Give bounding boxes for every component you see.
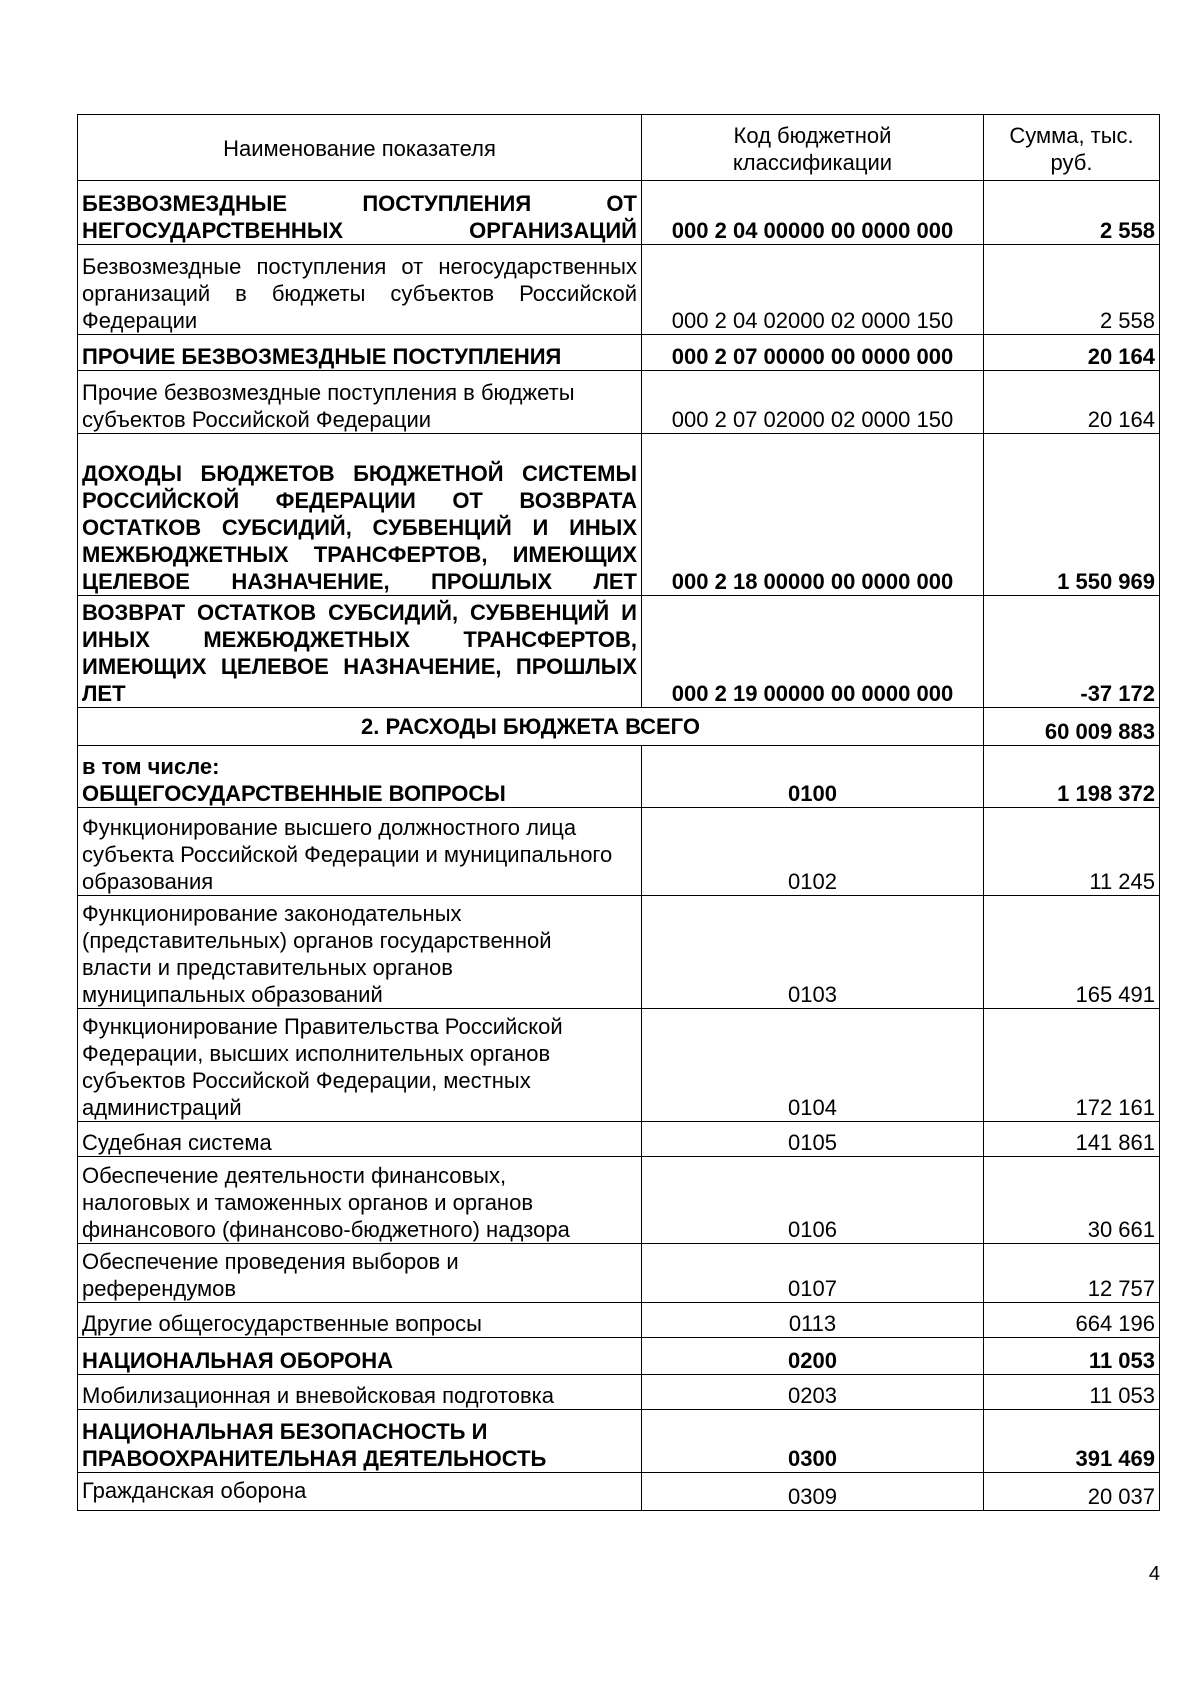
row-sum: 11 245 [984,808,1160,896]
table-row [78,1410,1160,1473]
row-sum: 165 491 [984,896,1160,1009]
row-code: 0200 [642,1338,984,1375]
row-code: 000 2 07 02000 02 0000 150 [642,371,984,434]
row-sum: 20 164 [984,371,1160,434]
row-code: 000 2 07 00000 00 0000 000 [642,335,984,371]
header-code: Код бюджетной классификации [642,115,984,181]
table-row [78,1157,1160,1244]
row-code: 0106 [642,1157,984,1244]
table-row [78,1338,1160,1375]
table-row [78,1375,1160,1410]
row-sum: 20 164 [984,335,1160,371]
row-name: Гражданская оборона [78,1473,642,1511]
page-number: 4 [1148,1563,1160,1585]
row-name: ВОЗВРАТ ОСТАТКОВ СУБСИДИЙ, СУБВЕНЦИЙ И ИНЫХ МЕЖБЮДЖЕТНЫХ ТРАНСФЕРТОВ, ИМЕЮЩИХ ЦЕЛЕВОЕ НАЗНАЧЕНИЕ, ПРОШЛЫХ ЛЕТ [78,596,642,708]
row-prefix: в том числе: [82,754,220,779]
row-sum: 141 861 [984,1122,1160,1157]
row-code: 0104 [642,1009,984,1122]
row-code: 0105 [642,1122,984,1157]
table-row [78,335,1160,371]
row-name: Безвозмездные поступления от негосударственных организаций в бюджеты субъектов Российской Федерации [78,245,642,335]
row-code: 0300 [642,1410,984,1473]
row-code: 0309 [642,1473,984,1511]
row-name: Обеспечение проведения выборов и референдумов [78,1244,642,1303]
row-code: 0107 [642,1244,984,1303]
table-row [78,1303,1160,1338]
row-name: ПРОЧИЕ БЕЗВОЗМЕЗДНЫЕ ПОСТУПЛЕНИЯ [78,335,642,371]
header-sum: Сумма, тыс. руб. [984,115,1160,181]
row-sum: 1 198 372 [984,746,1160,808]
row-name: НАЦИОНАЛЬНАЯ ОБОРОНА [78,1338,642,1375]
row-name: ОБЩЕГОСУДАРСТВЕННЫЕ ВОПРОСЫ [82,781,506,806]
table-row [78,596,1160,708]
row-sum: 12 757 [984,1244,1160,1303]
row-sum: 1 550 969 [984,434,1160,596]
row-code: 000 2 19 00000 00 0000 000 [642,596,984,708]
row-name: НАЦИОНАЛЬНАЯ БЕЗОПАСНОСТЬ И ПРАВООХРАНИТЕЛЬНАЯ ДЕЯТЕЛЬНОСТЬ [78,1410,642,1473]
row-name: Мобилизационная и вневойсковая подготовка [78,1375,642,1410]
table-row [78,434,1160,596]
table-row [78,181,1160,245]
table-row [78,1244,1160,1303]
table-header-row [78,115,1160,181]
row-name: Прочие безвозмездные поступления в бюджеты субъектов Российской Федерации [78,371,642,434]
table-row [78,1009,1160,1122]
row-name: Судебная система [78,1122,642,1157]
table-row-total [78,708,1160,746]
row-code: 0103 [642,896,984,1009]
row-sum: 11 053 [984,1375,1160,1410]
row-code: 000 2 04 00000 00 0000 000 [642,181,984,245]
row-sum: 30 661 [984,1157,1160,1244]
table-row [78,371,1160,434]
row-code: 000 2 04 02000 02 0000 150 [642,245,984,335]
row-name: Функционирование законодательных (представительных) органов государственной власти и представительных органов муниципальных образований [78,896,642,1009]
table-row [78,1473,1160,1511]
budget-table [77,114,1160,1511]
table-row [78,1122,1160,1157]
row-name: 2. РАСХОДЫ БЮДЖЕТА ВСЕГО [78,708,984,746]
row-name: Другие общегосударственные вопросы [78,1303,642,1338]
row-sum: 20 037 [984,1473,1160,1511]
row-name-cell [78,746,642,808]
row-sum: -37 172 [984,596,1160,708]
row-code: 0102 [642,808,984,896]
row-name: БЕЗВОЗМЕЗДНЫЕ ПОСТУПЛЕНИЯ ОТ НЕГОСУДАРСТВЕННЫХ ОРГАНИЗАЦИЙ [78,181,642,245]
row-sum: 172 161 [984,1009,1160,1122]
header-name: Наименование показателя [78,115,642,181]
row-sum: 664 196 [984,1303,1160,1338]
table-row [78,746,1160,808]
table-row [78,245,1160,335]
row-sum: 60 009 883 [984,708,1160,746]
row-name: Обеспечение деятельности финансовых, налоговых и таможенных органов и органов финансового (финансово-бюджетного) надзора [78,1157,642,1244]
row-code: 000 2 18 00000 00 0000 000 [642,434,984,596]
row-sum: 2 558 [984,181,1160,245]
row-code: 0203 [642,1375,984,1410]
table-row [78,808,1160,896]
row-sum: 391 469 [984,1410,1160,1473]
row-sum: 11 053 [984,1338,1160,1375]
row-sum: 2 558 [984,245,1160,335]
table-row [78,896,1160,1009]
row-code: 0113 [642,1303,984,1338]
row-name: Функционирование высшего должностного лица субъекта Российской Федерации и муниципального образования [78,808,642,896]
row-name: ДОХОДЫ БЮДЖЕТОВ БЮДЖЕТНОЙ СИСТЕМЫ РОССИЙСКОЙ ФЕДЕРАЦИИ ОТ ВОЗВРАТА ОСТАТКОВ СУБСИДИЙ, СУБВЕНЦИЙ И ИНЫХ МЕЖБЮДЖЕТНЫХ ТРАНСФЕРТОВ, ИМЕЮЩИХ ЦЕЛЕВОЕ НАЗНАЧЕНИЕ, ПРОШЛЫХ ЛЕТ [78,434,642,596]
row-name: Функционирование Правительства Российской Федерации, высших исполнительных органов субъектов Российской Федерации, местных администраций [78,1009,642,1122]
row-code: 0100 [642,746,984,808]
